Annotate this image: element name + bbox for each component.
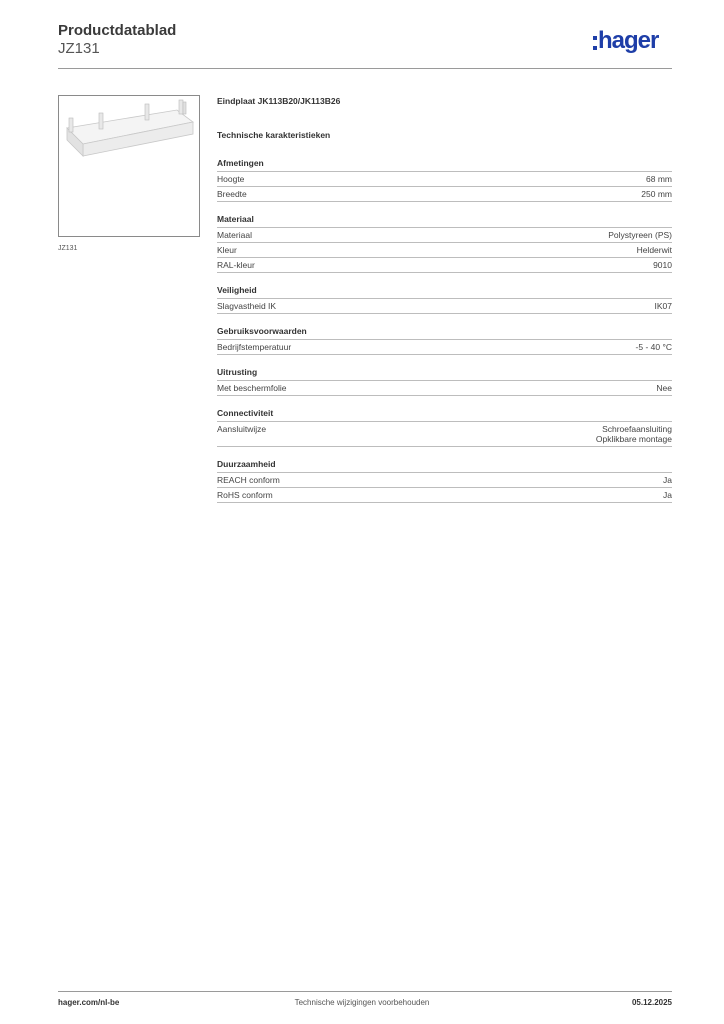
spec-row <box>217 381 672 396</box>
spec-label: Hoogte <box>217 174 245 184</box>
spec-row <box>217 228 672 243</box>
spec-value <box>596 424 672 444</box>
section-veiligheid <box>217 285 672 314</box>
spec-value: Helderwit <box>636 245 672 255</box>
section-materiaal <box>217 214 672 273</box>
hager-logo <box>593 26 658 56</box>
end-plate-illustration <box>59 96 199 236</box>
spec-value: -5 - 40 °C <box>635 342 672 352</box>
logo-dots-icon <box>593 36 597 50</box>
spec-label: Bedrijfstemperatuur <box>217 342 292 352</box>
section-title: Veiligheid <box>217 285 672 299</box>
document-subtitle: JZ131 <box>58 40 100 57</box>
spec-row <box>217 340 672 355</box>
footer-website-link[interactable]: hager.com/nl-be <box>58 998 120 1007</box>
section-title: Materiaal <box>217 214 672 228</box>
spec-row <box>217 488 672 503</box>
spec-label: RoHS conform <box>217 490 273 500</box>
spec-label: Slagvastheid IK <box>217 301 277 311</box>
product-name: Eindplaat JK113B20/JK113B26 <box>217 96 341 106</box>
footer-notice: Technische wijzigingen voorbehouden <box>294 998 430 1007</box>
section-title: Afmetingen <box>217 158 672 172</box>
spec-value: IK07 <box>654 301 672 311</box>
spec-row <box>217 243 672 258</box>
spec-value: Ja <box>663 490 672 500</box>
spec-row <box>217 172 672 187</box>
spec-value: Ja <box>663 475 672 485</box>
spec-row <box>217 258 672 273</box>
spec-label: RAL-kleur <box>217 260 255 270</box>
section-title: Duurzaamheid <box>217 459 672 473</box>
section-title: Gebruiksvoorwaarden <box>217 326 672 340</box>
spec-label: Materiaal <box>217 230 252 240</box>
spec-label: Met beschermfolie <box>217 383 287 393</box>
logo-text: hager <box>598 27 659 54</box>
spec-label: Aansluitwijze <box>217 424 267 434</box>
section-afmetingen <box>217 158 672 202</box>
section-title: Uitrusting <box>217 367 672 381</box>
spec-label: Breedte <box>217 189 247 199</box>
spec-value: 250 mm <box>641 189 672 199</box>
product-image <box>58 95 200 237</box>
spec-value-line: Opklikbare montage <box>595 434 672 444</box>
section-gebruiksvoorwaarden <box>217 326 672 355</box>
spec-value: 9010 <box>653 260 672 270</box>
spec-value: Nee <box>656 383 672 393</box>
document-title: Productdatablad <box>58 22 177 39</box>
footer-divider <box>58 991 672 992</box>
spec-content <box>217 96 672 503</box>
spec-row <box>217 187 672 202</box>
spec-value: Polystyreen (PS) <box>608 230 672 240</box>
image-caption: JZ131 <box>58 245 78 252</box>
spec-label: Kleur <box>217 245 237 255</box>
section-uitrusting <box>217 367 672 396</box>
section-connectiviteit <box>217 408 672 447</box>
footer-date: 05.12.2025 <box>631 998 672 1007</box>
spec-row <box>217 422 672 447</box>
spec-row <box>217 299 672 314</box>
spec-row <box>217 473 672 488</box>
spec-value: 68 mm <box>646 174 672 184</box>
section-duurzaamheid <box>217 459 672 503</box>
spec-value-line: Schroefaansluiting <box>602 424 672 434</box>
tech-heading: Technische karakteristieken <box>217 130 331 140</box>
spec-label: REACH conform <box>217 475 280 485</box>
section-title: Connectiviteit <box>217 408 672 422</box>
header-divider <box>58 68 672 69</box>
